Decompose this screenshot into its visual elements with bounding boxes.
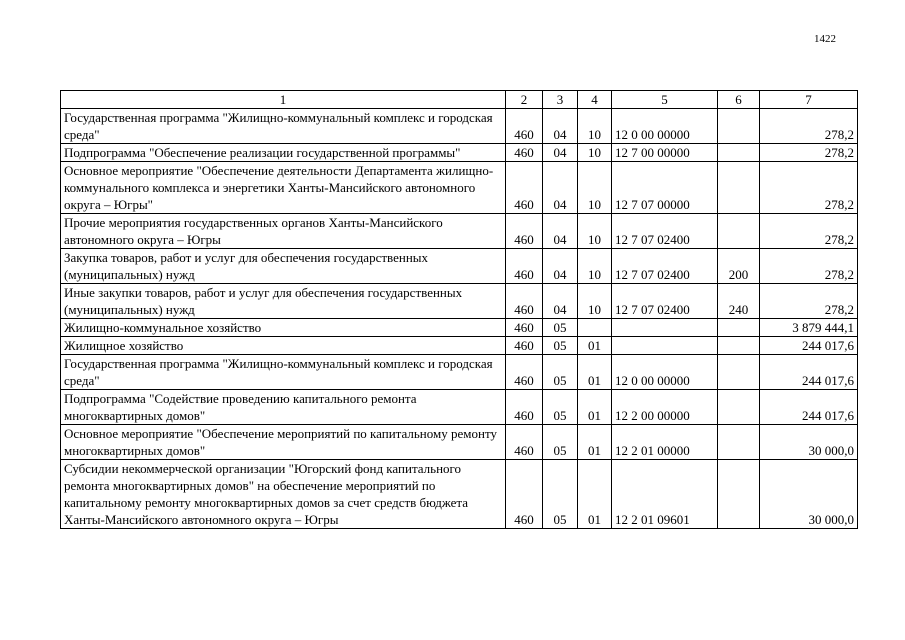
header-cell: 5 (612, 91, 718, 109)
cell-amount: 244 017,6 (760, 337, 858, 355)
cell-section: 04 (543, 109, 578, 144)
cell-admin: 460 (506, 460, 543, 529)
cell-admin: 460 (506, 214, 543, 249)
budget-table (60, 90, 858, 529)
cell-subsection: 10 (578, 284, 612, 319)
table-row (61, 144, 858, 162)
cell-amount: 278,2 (760, 249, 858, 284)
cell-type: 200 (718, 249, 760, 284)
row-name: Прочие мероприятия государственных органов Ханты-Мансийского автономного округа – Югры (61, 214, 506, 249)
table-row (61, 390, 858, 425)
cell-section: 05 (543, 337, 578, 355)
row-name: Жилищно-коммунальное хозяйство (61, 319, 506, 337)
cell-target: 12 7 07 02400 (612, 214, 718, 249)
cell-admin: 460 (506, 337, 543, 355)
cell-section: 05 (543, 390, 578, 425)
table-row (61, 425, 858, 460)
row-name: Основное мероприятие "Обеспечение мероприятий по капитальному ремонту многоквартирных домов" (61, 425, 506, 460)
page-number: 1422 (814, 33, 836, 45)
cell-subsection: 01 (578, 337, 612, 355)
cell-target: 12 7 07 00000 (612, 162, 718, 214)
table-row (61, 249, 858, 284)
cell-subsection: 10 (578, 109, 612, 144)
table-row (61, 319, 858, 337)
cell-target: 12 2 00 00000 (612, 390, 718, 425)
row-name: Государственная программа "Жилищно-коммунальный комплекс и городская среда" (61, 355, 506, 390)
cell-admin: 460 (506, 109, 543, 144)
cell-type (718, 355, 760, 390)
cell-amount: 278,2 (760, 162, 858, 214)
cell-section: 04 (543, 162, 578, 214)
cell-target: 12 7 07 02400 (612, 284, 718, 319)
cell-type (718, 425, 760, 460)
cell-amount: 278,2 (760, 109, 858, 144)
cell-type (718, 319, 760, 337)
table-row (61, 162, 858, 214)
cell-amount: 3 879 444,1 (760, 319, 858, 337)
cell-subsection: 01 (578, 460, 612, 529)
table-row (61, 214, 858, 249)
header-cell: 2 (506, 91, 543, 109)
row-name: Подпрограмма "Обеспечение реализации государственной программы" (61, 144, 506, 162)
cell-amount: 30 000,0 (760, 460, 858, 529)
cell-amount: 244 017,6 (760, 390, 858, 425)
cell-type (718, 162, 760, 214)
cell-section: 05 (543, 355, 578, 390)
cell-type (718, 144, 760, 162)
cell-admin: 460 (506, 355, 543, 390)
header-cell: 7 (760, 91, 858, 109)
table-row (61, 337, 858, 355)
header-row (61, 91, 858, 109)
cell-target: 12 7 07 02400 (612, 249, 718, 284)
row-name: Государственная программа "Жилищно-коммунальный комплекс и городская среда" (61, 109, 506, 144)
cell-amount: 30 000,0 (760, 425, 858, 460)
cell-subsection: 10 (578, 214, 612, 249)
cell-type (718, 390, 760, 425)
cell-subsection: 10 (578, 249, 612, 284)
row-name: Субсидии некоммерческой организации "Югорский фонд капитального ремонта многоквартирных домов" на обеспечение мероприятий по капитальному ремонту многоквартирных домов за счет средств бюджета Ханты-Мансийского автономного округа – Югры (61, 460, 506, 529)
cell-amount: 278,2 (760, 144, 858, 162)
cell-subsection: 01 (578, 425, 612, 460)
row-name: Основное мероприятие "Обеспечение деятельности Департамента жилищно-коммунального комплекса и энергетики Ханты-Мансийского автономного округа – Югры" (61, 162, 506, 214)
header-cell: 6 (718, 91, 760, 109)
cell-admin: 460 (506, 390, 543, 425)
cell-type (718, 109, 760, 144)
row-name: Подпрограмма "Содействие проведению капитального ремонта многоквартирных домов" (61, 390, 506, 425)
cell-type (718, 214, 760, 249)
cell-target: 12 2 01 00000 (612, 425, 718, 460)
cell-subsection: 01 (578, 390, 612, 425)
header-cell: 4 (578, 91, 612, 109)
cell-section: 05 (543, 460, 578, 529)
cell-amount: 244 017,6 (760, 355, 858, 390)
cell-subsection: 10 (578, 162, 612, 214)
cell-section: 04 (543, 144, 578, 162)
cell-target: 12 7 00 00000 (612, 144, 718, 162)
table-row (61, 460, 858, 529)
table-row (61, 109, 858, 144)
row-name: Жилищное хозяйство (61, 337, 506, 355)
cell-admin: 460 (506, 284, 543, 319)
cell-amount: 278,2 (760, 284, 858, 319)
cell-target: 12 0 00 00000 (612, 109, 718, 144)
cell-type (718, 337, 760, 355)
cell-section: 05 (543, 425, 578, 460)
cell-target (612, 319, 718, 337)
cell-admin: 460 (506, 425, 543, 460)
row-name: Иные закупки товаров, работ и услуг для обеспечения государственных (муниципальных) нужд (61, 284, 506, 319)
cell-target: 12 2 01 09601 (612, 460, 718, 529)
row-name: Закупка товаров, работ и услуг для обеспечения государственных (муниципальных) нужд (61, 249, 506, 284)
cell-admin: 460 (506, 319, 543, 337)
cell-subsection: 10 (578, 144, 612, 162)
header-cell: 1 (61, 91, 506, 109)
table-row (61, 355, 858, 390)
cell-admin: 460 (506, 162, 543, 214)
cell-section: 04 (543, 214, 578, 249)
cell-target (612, 337, 718, 355)
cell-subsection (578, 319, 612, 337)
cell-section: 04 (543, 249, 578, 284)
header-cell: 3 (543, 91, 578, 109)
cell-target: 12 0 00 00000 (612, 355, 718, 390)
cell-type (718, 460, 760, 529)
cell-subsection: 01 (578, 355, 612, 390)
cell-admin: 460 (506, 249, 543, 284)
table-row (61, 284, 858, 319)
cell-admin: 460 (506, 144, 543, 162)
cell-amount: 278,2 (760, 214, 858, 249)
cell-section: 05 (543, 319, 578, 337)
cell-section: 04 (543, 284, 578, 319)
cell-type: 240 (718, 284, 760, 319)
